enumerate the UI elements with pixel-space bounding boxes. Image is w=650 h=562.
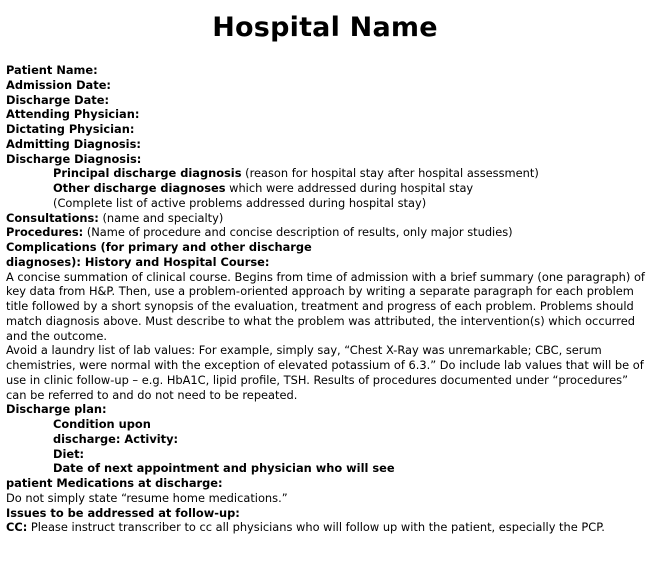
patient-name-label: Patient Name: — [6, 63, 98, 77]
principal-diagnosis-line — [6, 166, 646, 181]
other-diagnoses-note: which were addressed during hospital stay — [225, 181, 474, 195]
principal-diagnosis-note: (reason for hospital stay after hospital assessment) — [241, 166, 539, 181]
cc-line — [6, 520, 646, 535]
issues-followup-label: Issues to be addressed at follow-up: — [6, 505, 240, 520]
attending-physician-label: Attending Physician: — [6, 107, 140, 122]
complications-label-1: Complications (for primary and other discharge — [6, 240, 312, 254]
next-appointment-label: Date of next appointment and physician who will see — [53, 461, 395, 476]
procedures-label: Procedures: — [6, 225, 84, 240]
other-diagnoses-line — [6, 181, 646, 196]
admitting-diagnosis-label: Admitting Diagnosis: — [6, 136, 141, 151]
principal-diagnosis-label: Principal discharge diagnosis — [53, 166, 242, 181]
hospital-course-paragraph: A concise summation of clinical course. Begins from time of admission with a brief summary (one paragraph) of key data from H&P. Then, use a problem-oriented approach by writing a separate paragraph for each problem title followed by a short synopsis of the evaluation, treatment and progress of each problem. Problems should match diagnosis above. Must describe to what the problem was attributed, the intervention(s) which occurred and the outcome. — [6, 269, 645, 343]
consultations-label: Consultations: — [6, 210, 99, 225]
diet-label: Diet: — [53, 446, 85, 461]
procedures-line — [6, 225, 646, 240]
discharge-activity-label: discharge: Activity: — [53, 431, 179, 446]
procedures-note: (Name of procedure and concise description of results, only major studies) — [83, 225, 513, 240]
admission-date-label: Admission Date: — [6, 77, 111, 92]
discharge-summary-body — [6, 63, 646, 535]
complications-label-2: diagnoses): History and Hospital Course: — [6, 254, 270, 269]
cc-note: Please instruct transcriber to cc all physicians who will follow up with the patient, especially the PCP. — [27, 520, 605, 535]
other-diagnoses-label: Other discharge diagnoses — [53, 181, 226, 195]
consultations-note: (name and specialty) — [98, 210, 224, 225]
lab-values-paragraph: Avoid a laundry list of lab values: For example, simply say, “Chest X-Ray was unremarkable; CBC, serum chemistries, were normal with the exception of elevated potassium of 6.3.” Do include lab values that will be of use in clinic follow-up – e.g. HbA1C, lipid profile, TSH. Results of procedures documented under “procedures” can be referred to and do not need to be repeated. — [6, 343, 644, 402]
discharge-plan-label: Discharge plan: — [6, 402, 107, 417]
medications-label: patient Medications at discharge: — [6, 476, 223, 490]
discharge-diagnosis-label: Discharge Diagnosis: — [6, 151, 142, 166]
dictating-physician-label: Dictating Physician: — [6, 122, 135, 136]
medications-note: Do not simply state “resume home medications.” — [6, 490, 288, 505]
condition-upon-label: Condition upon — [53, 417, 151, 431]
consultations-line — [6, 211, 646, 226]
discharge-date-label: Discharge Date: — [6, 92, 110, 107]
complete-list-note: (Complete list of active problems addressed during hospital stay) — [53, 195, 427, 210]
hospital-name-title: Hospital Name — [212, 12, 438, 43]
cc-label: CC: — [6, 520, 28, 535]
